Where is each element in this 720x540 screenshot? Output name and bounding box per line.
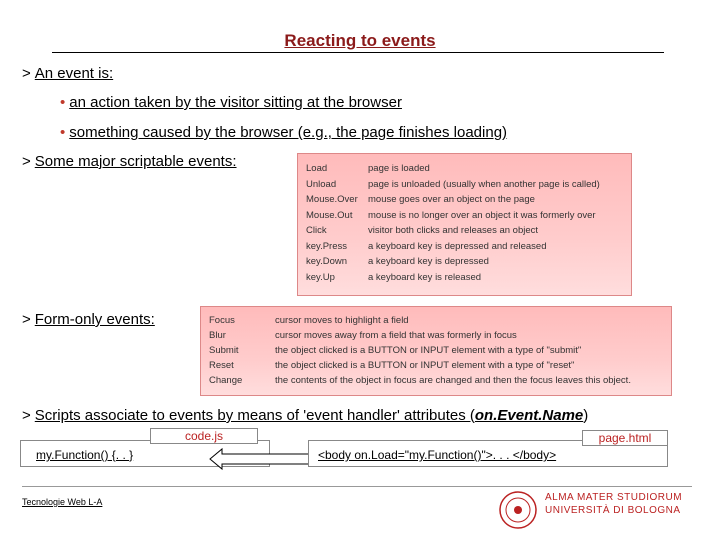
logo-line-2: UNIVERSITÀ DI BOLOGNA: [545, 505, 681, 516]
bullet-suffix: ): [583, 407, 589, 424]
event-name: Load: [306, 163, 328, 174]
event-name: Unload: [306, 179, 337, 190]
event-description: mouse is no longer over an object it was formerly over: [368, 210, 596, 221]
event-description: mouse goes over an object on the page: [368, 194, 535, 205]
html-code-text: <body on.Load="my.Function()">. . . </body>: [318, 448, 557, 462]
event-description: a keyboard key is released: [368, 272, 482, 283]
bullet-arrow: >: [22, 407, 31, 424]
event-description: visitor both clicks and releases an object: [368, 225, 539, 236]
event-description: a keyboard key is depressed and released: [368, 241, 547, 252]
sub-bullet-visitor-action: [60, 94, 402, 111]
js-code-text: my.Function() {. . }: [36, 448, 134, 462]
event-name: key.Press: [306, 241, 348, 252]
title-underline: [52, 52, 664, 53]
university-logo-text: [545, 491, 682, 517]
event-name: Change: [209, 375, 243, 386]
html-code-label: page.html: [582, 430, 668, 446]
event-description: the object clicked is a BUTTON or INPUT element with a type of "reset": [275, 360, 575, 371]
sub-bullet-dot: •: [60, 94, 66, 111]
event-description: the object clicked is a BUTTON or INPUT element with a type of "submit": [275, 345, 582, 356]
form-events-table: [200, 306, 672, 396]
event-description: page is unloaded (usually when another page is called): [368, 179, 600, 190]
js-code-label: code.js: [150, 428, 258, 444]
bullet-arrow: >: [22, 153, 31, 170]
event-name: key.Up: [306, 272, 335, 283]
footer-divider: [22, 486, 692, 487]
bullet-text: Some major scriptable events:: [34, 153, 237, 170]
major-events-table: [297, 153, 632, 296]
event-name: Mouse.Over: [306, 194, 358, 205]
university-seal-icon: [498, 490, 538, 530]
footer-course-name: Tecnologie Web L-A: [22, 497, 103, 507]
event-description: page is loaded: [368, 163, 430, 174]
left-arrow-icon: [208, 447, 320, 471]
bullet-event-definition: [22, 65, 113, 82]
event-description: the contents of the object in focus are changed and then the focus leaves this object.: [275, 375, 631, 386]
event-description: cursor moves to highlight a field: [275, 315, 409, 326]
slide-title: Reacting to events: [284, 31, 436, 50]
event-name: Blur: [209, 330, 226, 341]
bullet-form-events: [22, 311, 155, 328]
event-description: cursor moves away from a field that was formerly in focus: [275, 330, 517, 341]
bullet-event-handlers: [22, 407, 588, 424]
event-name: Submit: [209, 345, 239, 356]
event-description: a keyboard key is depressed: [368, 256, 489, 267]
bullet-arrow: >: [22, 65, 31, 82]
sub-bullet-text: something caused by the browser (e.g., the page finishes loading): [69, 124, 508, 141]
event-name: Click: [306, 225, 327, 236]
bullet-arrow: >: [22, 311, 31, 328]
sub-bullet-text: an action taken by the visitor sitting at the browser: [69, 94, 402, 111]
event-name: Mouse.Out: [306, 210, 353, 221]
event-name: key.Down: [306, 256, 348, 267]
bullet-text: Form-only events:: [34, 311, 155, 328]
bullet-text: An event is:: [34, 65, 114, 82]
sub-bullet-dot: •: [60, 124, 66, 141]
bullet-major-events: [22, 153, 237, 170]
bullet-highlight: on.Event.Name: [474, 407, 584, 424]
event-name: Reset: [209, 360, 234, 371]
logo-line-1: ALMA MATER STUDIORUM: [545, 492, 683, 503]
sub-bullet-browser-cause: [60, 124, 507, 141]
bullet-text: Scripts associate to events by means of 'event handler' attributes (: [34, 407, 475, 424]
event-name: Focus: [209, 315, 235, 326]
